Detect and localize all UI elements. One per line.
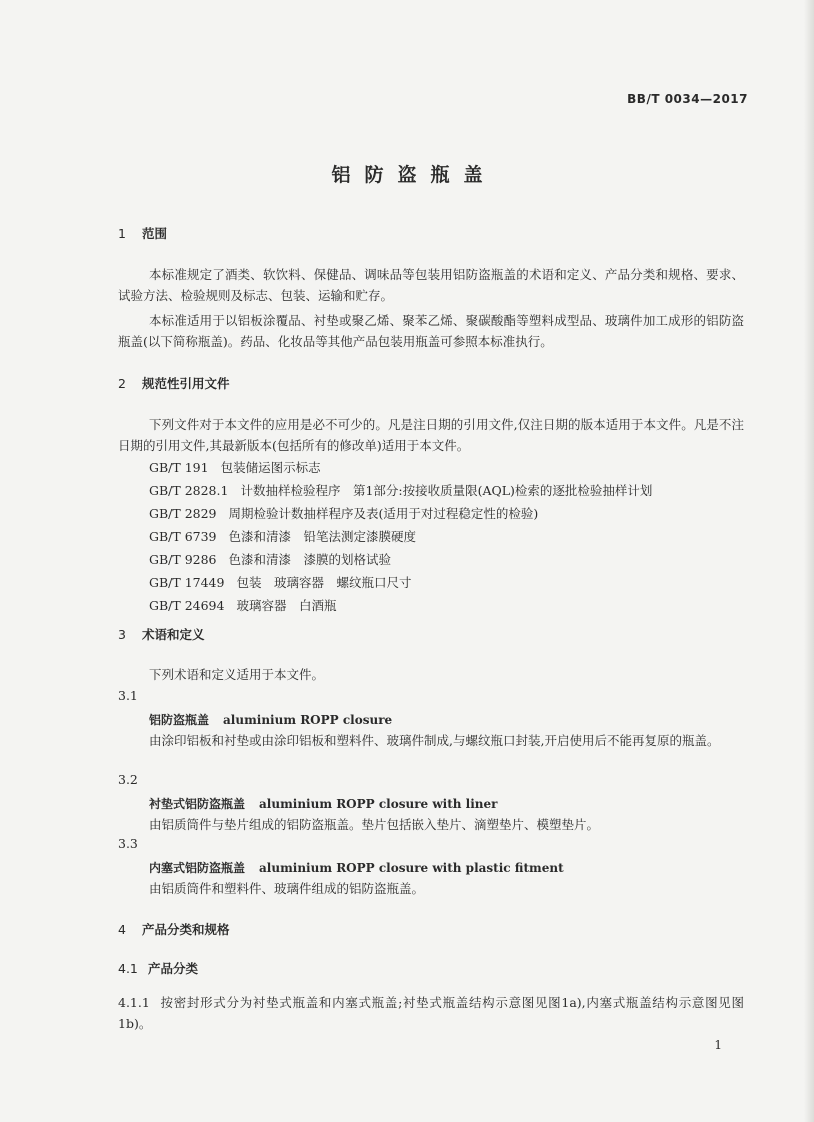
term-definition: 由铝质筒件和塑料件、玻璃件组成的铝防盗瓶盖。 (149, 881, 425, 896)
reference-item (149, 481, 652, 499)
reference-title: 玻璃容器 白酒瓶 (236, 598, 337, 613)
section-2-heading (118, 374, 230, 392)
term-number: 3.1 (118, 688, 138, 703)
section-title: 规范性引用文件 (142, 376, 230, 391)
term-chinese: 衬垫式铝防盗瓶盖 (149, 797, 246, 811)
page-number: 1 (714, 1038, 722, 1052)
section-4-heading (118, 920, 230, 938)
reference-code: GB/T 2828.1 (149, 483, 229, 498)
term-number: 3.2 (118, 772, 138, 787)
section-number: 4 (118, 922, 126, 937)
reference-code: GB/T 191 (149, 460, 209, 475)
standard-code: BB/T 0034—2017 (627, 92, 748, 106)
reference-item (149, 550, 391, 568)
reference-title: 包装储运图示标志 (220, 460, 321, 475)
section-number: 1 (118, 226, 126, 241)
subsection-4-1-heading (118, 959, 198, 977)
reference-code: GB/T 24694 (149, 598, 225, 613)
reference-code: GB/T 17449 (149, 575, 225, 590)
clause-number: 4.1.1 (118, 995, 150, 1010)
section-number: 2 (118, 376, 126, 391)
reference-code: GB/T 6739 (149, 529, 217, 544)
subsection-number: 4.1 (118, 961, 138, 976)
section-title: 术语和定义 (142, 627, 205, 642)
term-english: aluminium ROPP closure with plastic fitment (259, 861, 564, 875)
term-heading (149, 859, 564, 876)
reference-item (149, 527, 416, 545)
term-english: aluminium ROPP closure with liner (259, 797, 498, 811)
clause-text: 按密封形式分为衬垫式瓶盖和内塞式瓶盖;衬垫式瓶盖结构示意图见图1a),内塞式瓶盖结构示意图见图1b)。 (118, 995, 744, 1031)
term-chinese: 内塞式铝防盗瓶盖 (149, 861, 246, 875)
section-3-heading (118, 625, 205, 643)
reference-title: 计数抽样检验程序 第1部分:按接收质量限(AQL)检索的逐批检验抽样计划 (240, 483, 653, 498)
reference-code: GB/T 9286 (149, 552, 217, 567)
reference-title: 周期检验计数抽样程序及表(适用于对过程稳定性的检验) (228, 506, 539, 521)
reference-item (149, 504, 538, 522)
reference-title: 色漆和清漆 漆膜的划格试验 (228, 552, 392, 567)
reference-item (149, 458, 321, 476)
reference-title: 包装 玻璃容器 螺纹瓶口尺寸 (236, 575, 412, 590)
section-number: 3 (118, 627, 126, 642)
reference-item (149, 573, 411, 591)
term-heading (149, 795, 497, 812)
section-1-paragraph-2: 本标准适用于以铝板涂覆品、衬垫或聚乙烯、聚苯乙烯、聚碳酸酯等塑料成型品、玻璃件加工成形的铝防盗瓶盖(以下简称瓶盖)。药品、化妆品等其他产品包装用瓶盖可参照本标准执行。 (118, 313, 744, 349)
section-1-paragraph-1: 本标准规定了酒类、软饮料、保健品、调味品等包装用铝防盗瓶盖的术语和定义、产品分类和规格、要求、试验方法、检验规则及标志、包装、运输和贮存。 (118, 267, 744, 303)
term-number: 3.3 (118, 836, 138, 851)
section-3-intro: 下列术语和定义适用于本文件。 (149, 667, 325, 682)
term-definition: 由铝质筒件与垫片组成的铝防盗瓶盖。垫片包括嵌入垫片、滴塑垫片、模塑垫片。 (149, 817, 600, 832)
document-title: 铝防盗瓶盖 (331, 164, 497, 186)
section-title: 产品分类和规格 (142, 922, 230, 937)
reference-item (149, 596, 336, 614)
clause-4-1-1 (118, 992, 744, 1034)
reference-title: 色漆和清漆 铅笔法测定漆膜硬度 (228, 529, 417, 544)
section-2-intro: 下列文件对于本文件的应用是必不可少的。凡是注日期的引用文件,仅注日期的版本适用于本文件。凡是不注日期的引用文件,其最新版本(包括所有的修改单)适用于本文件。 (118, 417, 744, 453)
section-1-heading (118, 224, 167, 242)
reference-code: GB/T 2829 (149, 506, 217, 521)
section-title: 范围 (142, 226, 168, 241)
term-definition: 由涂印铝板和衬垫或由涂印铝板和塑料件、玻璃件制成,与螺纹瓶口封装,开启使用后不能再复原的瓶盖。 (149, 733, 720, 748)
term-english: aluminium ROPP closure (223, 713, 393, 727)
subsection-title: 产品分类 (148, 961, 199, 976)
term-heading (149, 711, 392, 728)
term-chinese: 铝防盗瓶盖 (149, 713, 210, 727)
